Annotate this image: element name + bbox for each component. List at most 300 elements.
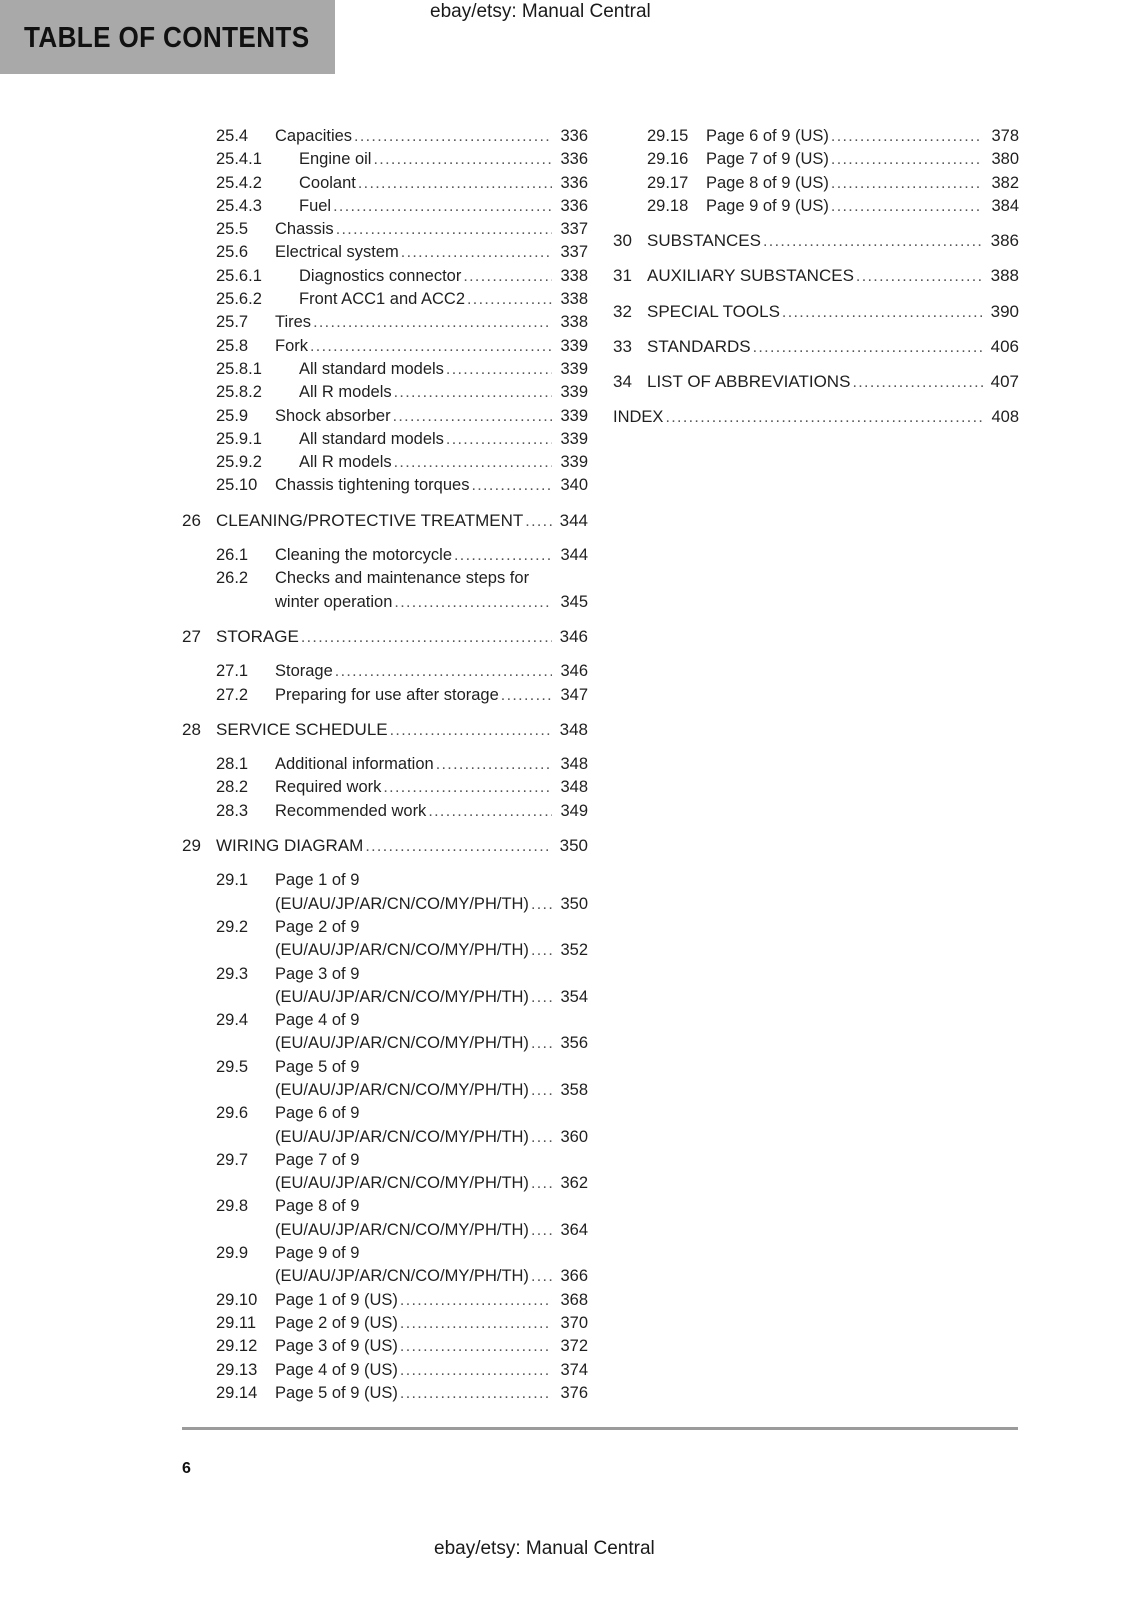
toc-entry-page-number: 339 bbox=[560, 383, 588, 402]
toc-entry[interactable] bbox=[613, 264, 1019, 288]
toc-entry-number: 29.2 bbox=[216, 917, 249, 936]
toc-entry-body bbox=[275, 288, 588, 311]
toc-entry-number: 28.1 bbox=[216, 755, 249, 774]
toc-entry-body bbox=[275, 1359, 588, 1382]
toc-entry-label: SPECIAL TOOLS bbox=[647, 301, 780, 321]
toc-entry-body bbox=[275, 148, 588, 171]
toc-entry-label: Tires bbox=[275, 313, 312, 332]
toc-entry-label: Coolant bbox=[299, 173, 356, 192]
toc-dot-leader bbox=[336, 218, 552, 241]
toc-entry-label: All standard models bbox=[299, 359, 444, 378]
toc-entry[interactable] bbox=[182, 800, 588, 823]
toc-entry-body bbox=[275, 1289, 588, 1312]
toc-entry-number: 26.1 bbox=[216, 546, 249, 565]
toc-entry-number: 25.9.1 bbox=[216, 429, 262, 448]
toc-dot-leader bbox=[373, 148, 552, 171]
toc-entry[interactable] bbox=[182, 544, 588, 567]
toc-dot-leader bbox=[365, 835, 552, 858]
toc-entry[interactable] bbox=[613, 125, 1019, 148]
table-of-contents-header-band bbox=[0, 0, 335, 74]
toc-entry-number: 29 bbox=[182, 836, 201, 856]
toc-entry[interactable] bbox=[182, 1382, 588, 1405]
toc-entry[interactable] bbox=[182, 625, 588, 649]
toc-entry[interactable] bbox=[182, 753, 588, 776]
toc-entry-page-number: 349 bbox=[560, 801, 588, 820]
toc-entry-number: 29.16 bbox=[647, 150, 689, 169]
toc-dot-leader bbox=[763, 230, 983, 253]
toc-entry-page-number: 338 bbox=[560, 266, 588, 285]
toc-entry-label-continuation: (EU/AU/JP/AR/CN/CO/MY/PH/TH) bbox=[275, 1080, 529, 1099]
toc-entry-label: Page 6 of 9 bbox=[275, 1104, 360, 1123]
toc-entry-number: 27.2 bbox=[216, 685, 249, 704]
toc-entry-number: 25.6 bbox=[216, 243, 249, 262]
toc-entry-page-number: 364 bbox=[560, 1220, 588, 1239]
toc-dot-leader bbox=[454, 544, 552, 567]
toc-entry-number: 25.9.2 bbox=[216, 453, 262, 472]
toc-entry-label: INDEX bbox=[613, 407, 664, 426]
toc-entry-label-continuation: (EU/AU/JP/AR/CN/CO/MY/PH/TH) bbox=[275, 987, 529, 1006]
toc-dot-leader bbox=[394, 451, 552, 474]
toc-entry-body bbox=[706, 195, 1019, 218]
toc-entry[interactable] bbox=[613, 172, 1019, 195]
toc-entry-body bbox=[216, 625, 588, 649]
toc-dot-leader bbox=[531, 939, 552, 962]
toc-entry-label: Storage bbox=[275, 662, 333, 681]
toc-entry-number: 29.15 bbox=[647, 127, 689, 145]
toc-entry-body bbox=[275, 474, 588, 497]
toc-dot-leader bbox=[531, 1219, 552, 1242]
toc-dot-leader bbox=[831, 125, 983, 148]
toc-entry-number: 32 bbox=[613, 301, 632, 321]
toc-entry[interactable] bbox=[182, 218, 588, 241]
toc-entry-body bbox=[275, 776, 588, 799]
toc-dot-leader bbox=[525, 510, 552, 533]
toc-entry-number: 25.6.1 bbox=[216, 266, 262, 285]
toc-dot-leader bbox=[400, 1335, 552, 1358]
toc-dot-leader bbox=[390, 719, 552, 742]
toc-entry[interactable] bbox=[182, 916, 588, 963]
toc-dot-leader bbox=[335, 660, 552, 683]
toc-entry-page-number: 339 bbox=[560, 406, 588, 425]
toc-entry-number: 25.5 bbox=[216, 220, 249, 239]
toc-entry[interactable] bbox=[182, 684, 588, 707]
toc-dot-leader bbox=[852, 371, 983, 394]
toc-entry-label: Fork bbox=[275, 336, 308, 355]
toc-entry-page-number: 368 bbox=[560, 1290, 588, 1309]
toc-entry-label-continuation: (EU/AU/JP/AR/CN/CO/MY/PH/TH) bbox=[275, 1034, 529, 1053]
toc-entry-label: All R models bbox=[299, 383, 392, 402]
toc-entry[interactable] bbox=[182, 1195, 588, 1242]
watermark-top: ebay/etsy: Manual Central bbox=[430, 1, 651, 22]
toc-entry-body bbox=[647, 229, 1019, 253]
toc-dot-leader bbox=[358, 172, 552, 195]
toc-entry[interactable] bbox=[182, 718, 588, 742]
toc-right-column bbox=[613, 125, 1019, 429]
toc-entry-label: Page 3 of 9 bbox=[275, 964, 360, 983]
toc-entry-page-number: 338 bbox=[560, 290, 588, 309]
toc-dot-leader bbox=[393, 405, 552, 428]
toc-entry[interactable] bbox=[182, 172, 588, 195]
toc-entry-number: 33 bbox=[613, 337, 632, 357]
toc-entry-body bbox=[275, 335, 588, 358]
toc-entry[interactable] bbox=[182, 1359, 588, 1382]
toc-entry-page-number: 382 bbox=[991, 173, 1019, 192]
toc-entry-label: Page 2 of 9 bbox=[275, 917, 360, 936]
toc-entry[interactable] bbox=[182, 125, 588, 148]
toc-entry-number: 28 bbox=[182, 719, 201, 739]
toc-entry-number: 29.4 bbox=[216, 1011, 249, 1030]
toc-dot-leader bbox=[831, 195, 983, 218]
toc-entry-number: 29.3 bbox=[216, 964, 249, 983]
toc-entry-label: Chassis tightening torques bbox=[275, 476, 470, 495]
toc-dot-leader bbox=[531, 893, 552, 916]
toc-entry-number: 28.2 bbox=[216, 778, 249, 797]
toc-entry-body bbox=[275, 358, 588, 381]
toc-entry-body bbox=[275, 800, 588, 823]
toc-entry[interactable] bbox=[182, 660, 588, 683]
toc-entry[interactable] bbox=[182, 1289, 588, 1312]
toc-entry-page-number: 354 bbox=[560, 987, 588, 1006]
toc-entry[interactable] bbox=[182, 869, 588, 916]
toc-entry-page-number: 336 bbox=[560, 127, 588, 145]
toc-entry[interactable] bbox=[182, 567, 588, 614]
toc-entry-number: 29.1 bbox=[216, 871, 249, 890]
toc-entry-label: All standard models bbox=[299, 429, 444, 448]
toc-entry-label: Page 4 of 9 (US) bbox=[275, 1360, 398, 1379]
toc-entry-number: 25.10 bbox=[216, 476, 258, 495]
toc-entry-number: 29.11 bbox=[216, 1313, 257, 1332]
toc-entry[interactable] bbox=[182, 405, 588, 428]
toc-entry-page-number: 339 bbox=[560, 429, 588, 448]
toc-entry-body bbox=[275, 265, 588, 288]
toc-entry-page-number: 390 bbox=[990, 301, 1019, 321]
toc-dot-leader bbox=[831, 172, 983, 195]
toc-entry-number: 25.4.2 bbox=[216, 173, 262, 192]
toc-entry-label: SUBSTANCES bbox=[647, 231, 761, 251]
toc-entry-label: Page 8 of 9 bbox=[275, 1197, 360, 1216]
toc-entry-number: 27 bbox=[182, 626, 201, 646]
toc-entry-label: All R models bbox=[299, 453, 392, 472]
toc-entry-body bbox=[275, 311, 588, 334]
toc-entry-number: 29.18 bbox=[647, 196, 689, 215]
toc-entry-number: 25.8.2 bbox=[216, 383, 262, 402]
toc-entry-label: Page 4 of 9 bbox=[275, 1011, 360, 1030]
toc-dot-leader bbox=[446, 428, 552, 451]
toc-entry-number: 28.3 bbox=[216, 801, 249, 820]
toc-entry-page-number: 386 bbox=[990, 231, 1019, 251]
toc-dot-leader bbox=[313, 311, 552, 334]
toc-dot-leader bbox=[310, 335, 552, 358]
toc-dot-leader bbox=[531, 1079, 552, 1102]
toc-entry-label: Checks and maintenance steps for bbox=[275, 569, 530, 588]
toc-entry[interactable] bbox=[613, 300, 1019, 324]
toc-entry-label: STORAGE bbox=[216, 626, 299, 646]
toc-entry[interactable] bbox=[613, 229, 1019, 253]
toc-entry[interactable] bbox=[182, 1149, 588, 1196]
toc-entry[interactable] bbox=[182, 335, 588, 358]
toc-entry-page-number: 348 bbox=[559, 719, 588, 739]
toc-entry-body bbox=[613, 406, 1019, 429]
toc-entry[interactable] bbox=[182, 241, 588, 264]
toc-entry-body bbox=[216, 509, 588, 533]
toc-entry-label: Page 1 of 9 (US) bbox=[275, 1290, 398, 1309]
toc-entry-body bbox=[275, 405, 588, 428]
toc-entry-page-number: 346 bbox=[560, 662, 588, 681]
toc-entry-number: 29.7 bbox=[216, 1150, 249, 1169]
toc-entry[interactable] bbox=[182, 148, 588, 171]
toc-entry-page-number: 358 bbox=[560, 1080, 588, 1099]
toc-entry-number: 29.13 bbox=[216, 1360, 258, 1379]
toc-entry-number: 25.4.3 bbox=[216, 196, 262, 215]
toc-dot-leader bbox=[856, 265, 983, 288]
toc-entry-page-number: 350 bbox=[560, 894, 588, 913]
toc-dot-leader bbox=[531, 1126, 552, 1149]
toc-entry-label: Engine oil bbox=[299, 150, 372, 169]
toc-dot-leader bbox=[333, 195, 552, 218]
toc-entry-body bbox=[275, 1335, 588, 1358]
toc-entry-body bbox=[706, 125, 1019, 148]
toc-entry-page-number: 340 bbox=[560, 476, 588, 495]
toc-entry[interactable] bbox=[613, 370, 1019, 394]
toc-entry-label-continuation: (EU/AU/JP/AR/CN/CO/MY/PH/TH) bbox=[275, 1127, 529, 1146]
toc-entry-number: 27.1 bbox=[216, 662, 249, 681]
toc-entry-number: 25.9 bbox=[216, 406, 249, 425]
toc-entry-number: 25.6.2 bbox=[216, 290, 262, 309]
toc-entry-label: Front ACC1 and ACC2 bbox=[299, 290, 465, 309]
toc-entry-page-number: 348 bbox=[560, 778, 588, 797]
toc-entry[interactable] bbox=[182, 428, 588, 451]
toc-entry-body bbox=[275, 451, 588, 474]
toc-entry-page-number: 372 bbox=[560, 1337, 588, 1356]
toc-entry-body bbox=[647, 264, 1019, 288]
toc-entry[interactable] bbox=[182, 381, 588, 404]
toc-entry-label: Recommended work bbox=[275, 801, 427, 820]
toc-entry-label: SERVICE SCHEDULE bbox=[216, 719, 388, 739]
toc-entry-body bbox=[706, 172, 1019, 195]
toc-entry-label: Page 7 of 9 bbox=[275, 1150, 360, 1169]
toc-entry-number: 29.6 bbox=[216, 1104, 249, 1123]
toc-entry-label: Page 1 of 9 bbox=[275, 871, 360, 890]
toc-entry-page-number: 370 bbox=[560, 1313, 588, 1332]
toc-entry-label: Electrical system bbox=[275, 243, 399, 262]
toc-entry-label-continuation: winter operation bbox=[275, 592, 393, 611]
toc-entry-page-number: 380 bbox=[991, 150, 1019, 169]
toc-entry-page-number: 348 bbox=[560, 755, 588, 774]
toc-entry-page-number: 346 bbox=[559, 626, 588, 646]
toc-entry-page-number: 406 bbox=[990, 337, 1019, 357]
toc-dot-leader bbox=[394, 381, 552, 404]
toc-entry[interactable] bbox=[182, 1335, 588, 1358]
toc-entry-page-number: 366 bbox=[560, 1267, 588, 1286]
toc-entry-label: Diagnostics connector bbox=[299, 266, 462, 285]
toc-dot-leader bbox=[436, 753, 552, 776]
toc-entry[interactable] bbox=[182, 776, 588, 799]
toc-entry-body bbox=[275, 753, 588, 776]
footer-page-number: 6 bbox=[182, 1460, 191, 1477]
toc-entry-number: 26 bbox=[182, 510, 201, 530]
toc-entry[interactable] bbox=[182, 451, 588, 474]
toc-entry-page-number: 352 bbox=[560, 941, 588, 960]
toc-dot-leader bbox=[467, 288, 552, 311]
toc-dot-leader bbox=[354, 125, 552, 148]
toc-entry-number: 29.5 bbox=[216, 1057, 249, 1076]
toc-entry-page-number: 347 bbox=[560, 685, 588, 704]
toc-entry-body bbox=[275, 218, 588, 241]
toc-entry-number: 29.14 bbox=[216, 1383, 258, 1402]
toc-entry-number: 29.9 bbox=[216, 1244, 249, 1263]
toc-entry-page-number: 360 bbox=[560, 1127, 588, 1146]
toc-entry[interactable] bbox=[182, 963, 588, 1010]
toc-entry-body bbox=[647, 370, 1019, 394]
toc-dot-leader bbox=[383, 776, 552, 799]
toc-entry-label: Page 5 of 9 bbox=[275, 1057, 360, 1076]
toc-entry-label: Page 6 of 9 (US) bbox=[706, 127, 829, 145]
toc-dot-leader bbox=[831, 148, 983, 171]
toc-dot-leader bbox=[400, 1382, 552, 1405]
toc-dot-leader bbox=[501, 684, 552, 707]
toc-entry-page-number: 338 bbox=[560, 313, 588, 332]
toc-entry[interactable] bbox=[182, 509, 588, 533]
toc-entry[interactable] bbox=[182, 1009, 588, 1056]
toc-dot-leader bbox=[531, 986, 552, 1009]
toc-entry-label-continuation: (EU/AU/JP/AR/CN/CO/MY/PH/TH) bbox=[275, 894, 529, 913]
toc-entry[interactable] bbox=[613, 406, 1019, 429]
toc-entry-body bbox=[275, 125, 588, 148]
toc-entry-label: LIST OF ABBREVIATIONS bbox=[647, 372, 851, 392]
toc-entry-page-number: 356 bbox=[560, 1034, 588, 1053]
toc-entry[interactable] bbox=[613, 148, 1019, 171]
toc-entry-label: Shock absorber bbox=[275, 406, 391, 425]
toc-entry-page-number: 374 bbox=[560, 1360, 588, 1379]
toc-entry-body bbox=[275, 1382, 588, 1405]
toc-entry-label: WIRING DIAGRAM bbox=[216, 836, 364, 856]
toc-entry-label: Cleaning the motorcycle bbox=[275, 546, 453, 565]
toc-entry-number: 29.12 bbox=[216, 1337, 258, 1356]
toc-dot-leader bbox=[753, 336, 983, 359]
toc-dot-leader bbox=[471, 474, 552, 497]
toc-entry[interactable] bbox=[182, 358, 588, 381]
toc-entry-body bbox=[275, 241, 588, 264]
toc-entry-page-number: 337 bbox=[560, 243, 588, 262]
toc-left-column bbox=[182, 125, 588, 1405]
toc-dot-leader bbox=[301, 626, 552, 649]
toc-entry[interactable] bbox=[182, 195, 588, 218]
toc-entry-number: 25.8.1 bbox=[216, 359, 262, 378]
toc-entry-label: Page 5 of 9 (US) bbox=[275, 1383, 398, 1402]
toc-entry-number: 30 bbox=[613, 231, 632, 251]
toc-entry-number: 25.8 bbox=[216, 336, 249, 355]
toc-entry-page-number: 336 bbox=[560, 196, 588, 215]
toc-entry-label: Chassis bbox=[275, 220, 334, 239]
toc-entry-body bbox=[647, 300, 1019, 324]
toc-entry-label: Additional information bbox=[275, 755, 434, 774]
toc-entry-body bbox=[275, 381, 588, 404]
toc-entry-body bbox=[275, 195, 588, 218]
toc-entry[interactable] bbox=[613, 335, 1019, 359]
toc-entry[interactable] bbox=[182, 288, 588, 311]
toc-entry-number: 25.4.1 bbox=[216, 150, 262, 169]
toc-entry-number: 25.7 bbox=[216, 313, 249, 332]
footer-divider bbox=[182, 1427, 1018, 1430]
toc-entry-label: Fuel bbox=[299, 196, 332, 215]
toc-dot-leader bbox=[531, 1265, 552, 1288]
toc-entry[interactable] bbox=[613, 195, 1019, 218]
toc-entry-body bbox=[275, 1312, 588, 1335]
toc-entry-label: Page 7 of 9 (US) bbox=[706, 150, 829, 169]
toc-entry-page-number: 378 bbox=[991, 127, 1019, 145]
toc-entry-label: STANDARDS bbox=[647, 337, 751, 357]
toc-entry[interactable] bbox=[182, 311, 588, 334]
toc-entry-number: 26.2 bbox=[216, 569, 249, 588]
toc-entry-page-number: 388 bbox=[990, 266, 1019, 286]
watermark-bottom: ebay/etsy: Manual Central bbox=[434, 1538, 655, 1559]
toc-entry[interactable] bbox=[182, 1102, 588, 1149]
toc-entry-label: Page 9 of 9 bbox=[275, 1244, 360, 1263]
toc-entry-body bbox=[275, 428, 588, 451]
toc-entry-body bbox=[706, 148, 1019, 171]
toc-dot-leader bbox=[446, 358, 552, 381]
toc-dot-leader bbox=[394, 591, 552, 614]
toc-dot-leader bbox=[400, 1359, 552, 1382]
toc-entry-label-continuation: (EU/AU/JP/AR/CN/CO/MY/PH/TH) bbox=[275, 1174, 529, 1193]
toc-entry[interactable] bbox=[182, 265, 588, 288]
toc-entry-body bbox=[275, 544, 588, 567]
toc-entry[interactable] bbox=[182, 1312, 588, 1335]
toc-entry-body bbox=[275, 172, 588, 195]
toc-entry[interactable] bbox=[182, 1056, 588, 1103]
toc-entry-page-number: 350 bbox=[559, 836, 588, 856]
toc-dot-leader bbox=[531, 1032, 552, 1055]
toc-entry-page-number: 408 bbox=[991, 407, 1019, 426]
toc-entry-page-number: 339 bbox=[560, 453, 588, 472]
toc-entry-body bbox=[216, 718, 588, 742]
toc-entry-body bbox=[275, 684, 588, 707]
toc-entry-page-number: 344 bbox=[560, 546, 588, 565]
toc-entry-label-continuation: (EU/AU/JP/AR/CN/CO/MY/PH/TH) bbox=[275, 1267, 529, 1286]
toc-dot-leader bbox=[665, 406, 983, 429]
toc-entry-number: 29.17 bbox=[647, 173, 689, 192]
toc-entry-label: Page 2 of 9 (US) bbox=[275, 1313, 398, 1332]
toc-entry-page-number: 362 bbox=[560, 1174, 588, 1193]
toc-entry[interactable] bbox=[182, 1242, 588, 1289]
toc-entry-label-continuation: (EU/AU/JP/AR/CN/CO/MY/PH/TH) bbox=[275, 1220, 529, 1239]
toc-dot-leader bbox=[428, 800, 552, 823]
toc-entry-body bbox=[647, 335, 1019, 359]
toc-entry-label: CLEANING/PROTECTIVE TREATMENT bbox=[216, 510, 524, 530]
toc-dot-leader bbox=[463, 265, 552, 288]
toc-entry-number: 34 bbox=[613, 372, 632, 392]
toc-entry-number: 29.10 bbox=[216, 1290, 258, 1309]
toc-entry-label: Capacities bbox=[275, 127, 353, 145]
toc-entry-label: AUXILIARY SUBSTANCES bbox=[647, 266, 854, 286]
toc-entry[interactable] bbox=[182, 474, 588, 497]
toc-entry-page-number: 345 bbox=[560, 592, 588, 611]
toc-entry-number: 31 bbox=[613, 266, 632, 286]
toc-entry-label: Preparing for use after storage bbox=[275, 685, 499, 704]
page-title: TABLE OF CONTENTS bbox=[24, 22, 310, 54]
toc-entry-number: 29.8 bbox=[216, 1197, 249, 1216]
toc-dot-leader bbox=[782, 301, 983, 324]
toc-dot-leader bbox=[400, 1312, 552, 1335]
toc-entry[interactable] bbox=[182, 834, 588, 858]
toc-dot-leader bbox=[401, 241, 552, 264]
toc-entry-label: Page 9 of 9 (US) bbox=[706, 196, 829, 215]
toc-entry-page-number: 376 bbox=[560, 1383, 588, 1402]
toc-entry-label: Page 3 of 9 (US) bbox=[275, 1337, 398, 1356]
toc-entry-page-number: 384 bbox=[991, 196, 1019, 215]
toc-entry-number: 25.4 bbox=[216, 127, 249, 145]
toc-entry-body bbox=[275, 660, 588, 683]
